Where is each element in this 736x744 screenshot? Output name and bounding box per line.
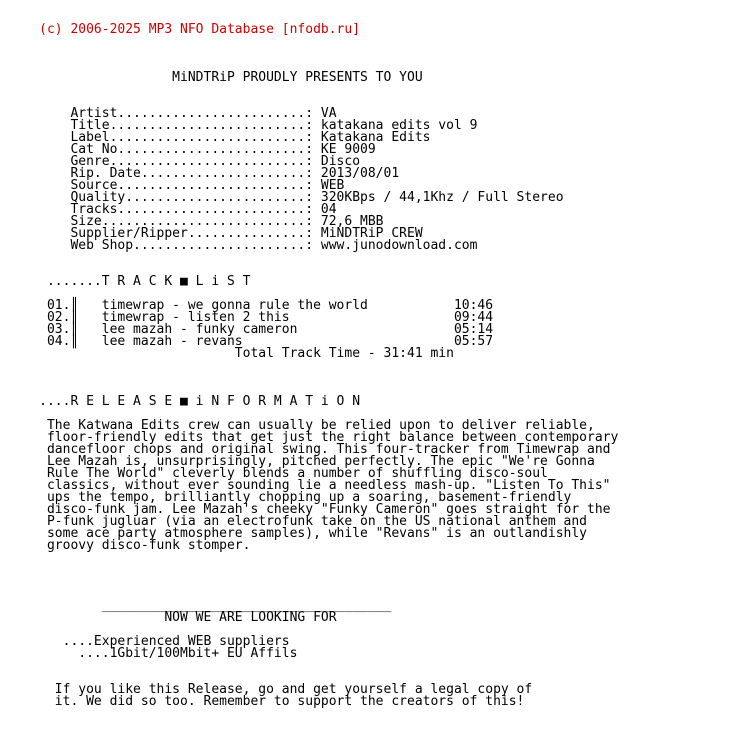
nfo-line: Artist........................: VA <box>0 106 337 121</box>
nfo-line: floor-friendly edits that get just the right balance between contemporary <box>0 430 619 445</box>
nfo-line: .......T R A C K ■ L i S T <box>0 274 251 289</box>
nfo-line: Tracks........................: 04 <box>0 202 337 217</box>
nfo-line: groovy disco-funk stomper. <box>0 538 251 553</box>
nfo-line: _____________________________________ <box>0 598 392 613</box>
nfo-line: NOW WE ARE LOOKING FOR <box>0 610 337 625</box>
nfo-line: 02.║ timewrap - listen 2 this 09:44 <box>0 310 494 325</box>
nfo-line: Title.........................: katakana edits vol 9 <box>0 118 478 133</box>
nfo-line: 01.║ timewrap - we gonna rule the world 10:46 <box>0 298 494 313</box>
nfo-line: ....1Gbit/100Mbit+ EU Affils <box>0 646 298 661</box>
nfo-body <box>0 60 618 708</box>
nfo-line: Cat No........................: KE 9009 <box>0 142 376 157</box>
nfo-line: Web Shop......................: www.junodownload.com <box>0 238 478 253</box>
nfo-line: Size..........................: 72,6 MBB <box>0 214 384 229</box>
nfo-line <box>0 576 618 588</box>
nfo-line: ....Experienced WEB suppliers <box>0 634 290 649</box>
nfo-line: disco-funk jam. Lee Mazah's cheeky "Funky Cameron" goes straight for the <box>0 502 611 517</box>
nfo-line: dancefloor chops and original swing. This four-tracker from Timewrap and <box>0 442 611 457</box>
nfo-line: some ace party atmosphere samples), while "Revans" is an outlandishly <box>0 526 587 541</box>
nfo-line: Total Track Time - 31:41 min <box>0 346 454 361</box>
nfo-line: Source........................: WEB <box>0 178 345 193</box>
nfo-line: If you like this Release, go and get yourself a legal copy of <box>0 682 533 697</box>
nfo-line: ups the tempo, brilliantly chopping up a soaring, basement-friendly <box>0 490 572 505</box>
nfo-line: Rule The World" cleverly blends a number of shuffling disco-soul <box>0 466 548 481</box>
nfo-line: Supplier/Ripper...............: MiNDTRiP CREW <box>0 226 423 241</box>
nfo-line: MiNDTRiP PROUDLY PRESENTS TO YOU <box>0 70 423 85</box>
nfo-line <box>0 84 618 96</box>
nfo-line: 04.║ lee mazah - revans 05:57 <box>0 334 494 349</box>
nfo-line: classics, without ever sounding lie a needless mash-up. "Listen To This" <box>0 478 611 493</box>
nfo-line: 03.║ lee mazah - funky cameron 05:14 <box>0 322 494 337</box>
nfo-line: it. We did so too. Remember to support the creators of this! <box>0 694 525 709</box>
nfo-line: Quality.......................: 320KBps / 44,1Khz / Full Stereo <box>0 190 564 205</box>
nfo-line <box>0 372 618 384</box>
nfo-line: The Katwana Edits crew can usually be relied upon to deliver reliable, <box>0 418 595 433</box>
nfo-line: ....R E L E A S E ■ i N F O R M A T i O N <box>0 394 361 409</box>
nfo-line: Rip. Date.....................: 2013/08/01 <box>0 166 400 181</box>
nfo-line <box>0 660 618 672</box>
nfo-line <box>0 552 618 564</box>
nfo-line: Label.........................: Katakana Edits <box>0 130 431 145</box>
nfo-line: Genre.........................: Disco <box>0 154 361 169</box>
nfo-line <box>0 360 618 372</box>
nfo-line: Lee Mazah is, unsurprisingly, pitched perfectly. The epic "We're Gonna <box>0 454 595 469</box>
nfo-line <box>0 252 618 264</box>
nfo-line <box>0 564 618 576</box>
nfodb-header: (c) 2006-2025 MP3 NFO Database [nfodb.ru] <box>0 22 361 37</box>
nfo-line: P-funk jugluar (via an electrofunk take on the US national anthem and <box>0 514 587 529</box>
